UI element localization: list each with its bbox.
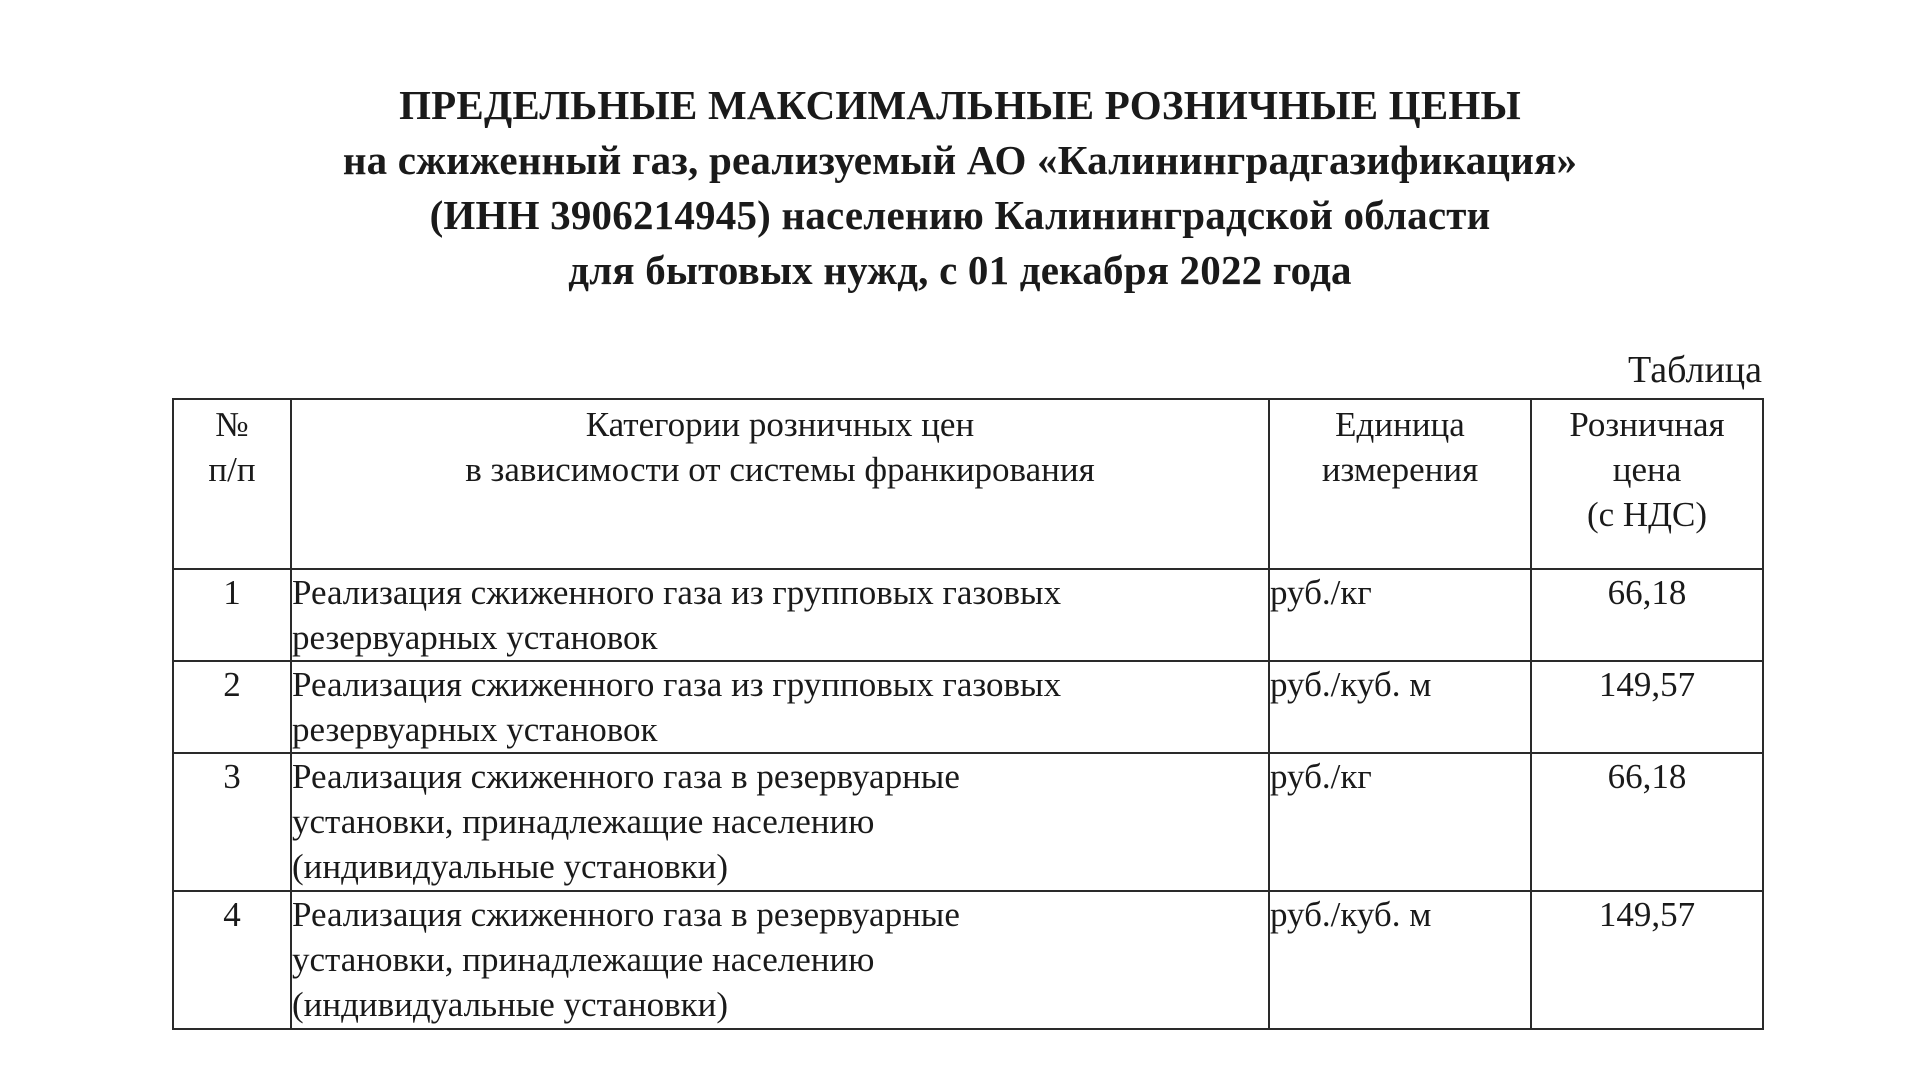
row-num: 2	[173, 661, 291, 753]
row-category-line: Реализация сжиженного газа из групповых газовых	[292, 665, 1062, 704]
header-num	[173, 399, 291, 569]
table-row	[173, 891, 1763, 1029]
header-price-line: Розничная	[1569, 405, 1725, 444]
table-row	[173, 661, 1763, 753]
header-unit-line: измерения	[1321, 450, 1479, 489]
row-price: 66,18	[1531, 569, 1763, 661]
document-title	[0, 78, 1920, 298]
row-price: 149,57	[1531, 891, 1763, 1029]
title-line: на сжиженный газ, реализуемый АО «Калининградгазификация»	[342, 137, 1578, 183]
row-category	[291, 753, 1269, 891]
title-line: ПРЕДЕЛЬНЫЕ МАКСИМАЛЬНЫЕ РОЗНИЧНЫЕ ЦЕНЫ	[399, 82, 1521, 128]
row-category-line: (индивидуальные установки)	[292, 847, 728, 886]
header-num-line: п/п	[208, 450, 256, 489]
header-price	[1531, 399, 1763, 569]
title-line: для бытовых нужд, с 01 декабря 2022 года	[568, 247, 1352, 293]
header-price-line: цена	[1612, 450, 1682, 489]
table-caption: Таблица	[1627, 349, 1762, 391]
row-unit: руб./куб. м	[1269, 891, 1531, 1029]
row-num: 1	[173, 569, 291, 661]
row-category	[291, 891, 1269, 1029]
row-unit: руб./кг	[1269, 753, 1531, 891]
header-price-line: (с НДС)	[1586, 495, 1708, 534]
row-category-line: Реализация сжиженного газа из групповых газовых	[292, 573, 1062, 612]
row-unit: руб./кг	[1269, 569, 1531, 661]
row-category-line: резервуарных установок	[292, 618, 658, 657]
table-header-row	[173, 399, 1763, 569]
header-category-line: в зависимости от системы франкирования	[465, 450, 1095, 489]
row-category	[291, 569, 1269, 661]
row-category-line: установки, принадлежащие населению	[292, 802, 875, 841]
header-unit-line: Единица	[1335, 405, 1465, 444]
table-row	[173, 753, 1763, 891]
price-table	[172, 398, 1764, 1030]
header-num-line: №	[215, 405, 249, 444]
row-price: 66,18	[1531, 753, 1763, 891]
row-category-line: установки, принадлежащие населению	[292, 940, 875, 979]
table-row	[173, 569, 1763, 661]
title-line: (ИНН 3906214945) населению Калининградской области	[429, 192, 1491, 238]
row-category-line: Реализация сжиженного газа в резервуарные	[292, 757, 960, 796]
row-num: 3	[173, 753, 291, 891]
row-category	[291, 661, 1269, 753]
row-unit: руб./куб. м	[1269, 661, 1531, 753]
row-category-line: (индивидуальные установки)	[292, 985, 728, 1024]
row-category-line: Реализация сжиженного газа в резервуарные	[292, 895, 960, 934]
row-price: 149,57	[1531, 661, 1763, 753]
header-category	[291, 399, 1269, 569]
header-category-line: Категории розничных цен	[585, 405, 975, 444]
row-num: 4	[173, 891, 291, 1029]
row-category-line: резервуарных установок	[292, 710, 658, 749]
header-unit	[1269, 399, 1531, 569]
